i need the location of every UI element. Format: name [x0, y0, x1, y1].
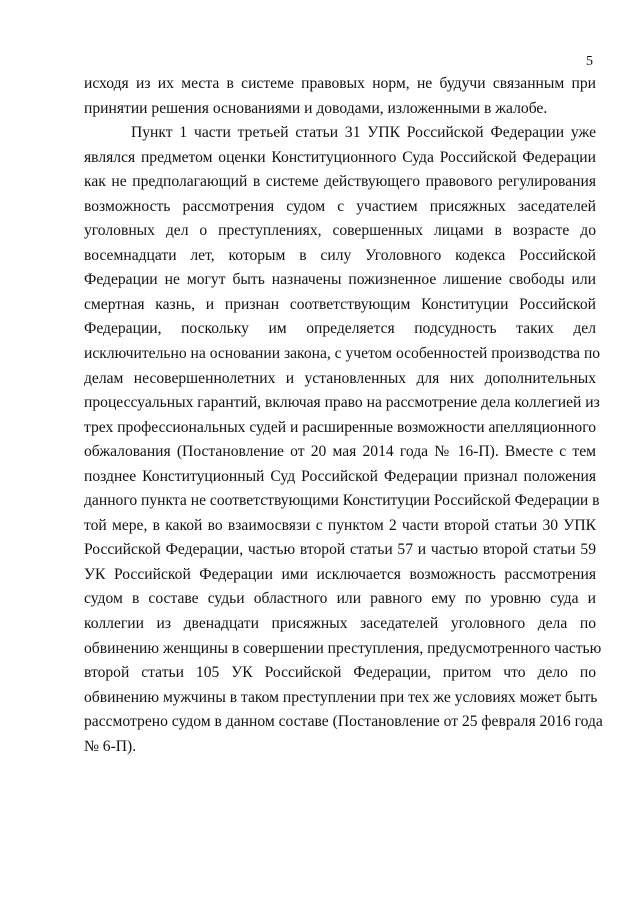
text-line: Российской Федерации, частью второй статьи 57 и частью второй статьи 59 — [84, 541, 596, 559]
text-line: исходя из их места в системе правовых норм, не будучи связанным при — [84, 75, 596, 92]
text-line: обвинению женщины в совершении преступления, предусмотренного частью — [84, 639, 602, 657]
text-line: уголовных дел о преступлениях, совершенных лицами в возрасте до — [84, 222, 596, 240]
text-line: исключительно на основании закона, с учетом особенностей производства по — [84, 345, 601, 363]
page-number: 5 — [586, 54, 593, 69]
text-line: данного пункта не соответствующими Конституции Российской Федерации в — [84, 492, 600, 510]
text-line: позднее Конституционный Суд Российской Федерации признал положения — [84, 467, 596, 485]
text-line: рассмотрено судом в данном составе (Постановление от 25 февраля 2016 года — [84, 713, 603, 731]
text-line: принятии решения основаниями и доводами, изложенными в жалобе. — [84, 99, 548, 117]
text-line: восемнадцати лет, которым в силу Уголовного кодекса Российской — [84, 246, 596, 264]
text-line: второй статьи 105 УК Российской Федерации, притом что дело по — [84, 664, 596, 682]
text-line: смертная казнь, и признан соответствующим Конституции Российской — [84, 295, 596, 313]
text-line: обжалования (Постановление от 20 мая 2014 года № 16-П). Вместе с тем — [84, 443, 596, 461]
text-line: той мере, в какой во взаимосвязи с пунктом 2 части второй статьи 30 УПК — [84, 516, 596, 534]
text-line: Федерации, поскольку им определяется подсудность таких дел — [84, 320, 596, 338]
text-line: делам несовершеннолетних и установленных для них дополнительных — [84, 369, 596, 387]
text-line: трех профессиональных судей и расширенные возможности апелляционного — [84, 418, 596, 436]
text-line: Федерации не могут быть назначены пожизненное лишение свободы или — [84, 271, 596, 289]
text-line: обвинению мужчины в таком преступлении при тех же условиях может быть — [84, 688, 598, 706]
text-line: УК Российской Федерации ими исключается возможность рассмотрения — [84, 565, 596, 583]
text-line: № 6-П). — [84, 737, 137, 755]
text-line: Пункт 1 части третьей статьи 31 УПК Российской Федерации уже — [131, 124, 596, 142]
text-line: коллегии из двенадцати присяжных заседателей уголовного дела по — [84, 615, 596, 633]
text-line: как не предполагающий в системе действующего правового регулирования — [84, 173, 596, 191]
text-line: процессуальных гарантий, включая право на рассмотрение дела коллегией из — [84, 394, 600, 412]
text-line: судом в составе судьи областного или равного ему по уровню суда и — [84, 590, 596, 608]
text-line: являлся предметом оценки Конституционного Суда Российской Федерации — [84, 148, 596, 166]
body-text — [84, 72, 603, 759]
text-line: возможность рассмотрения судом с участием присяжных заседателей — [84, 197, 596, 215]
